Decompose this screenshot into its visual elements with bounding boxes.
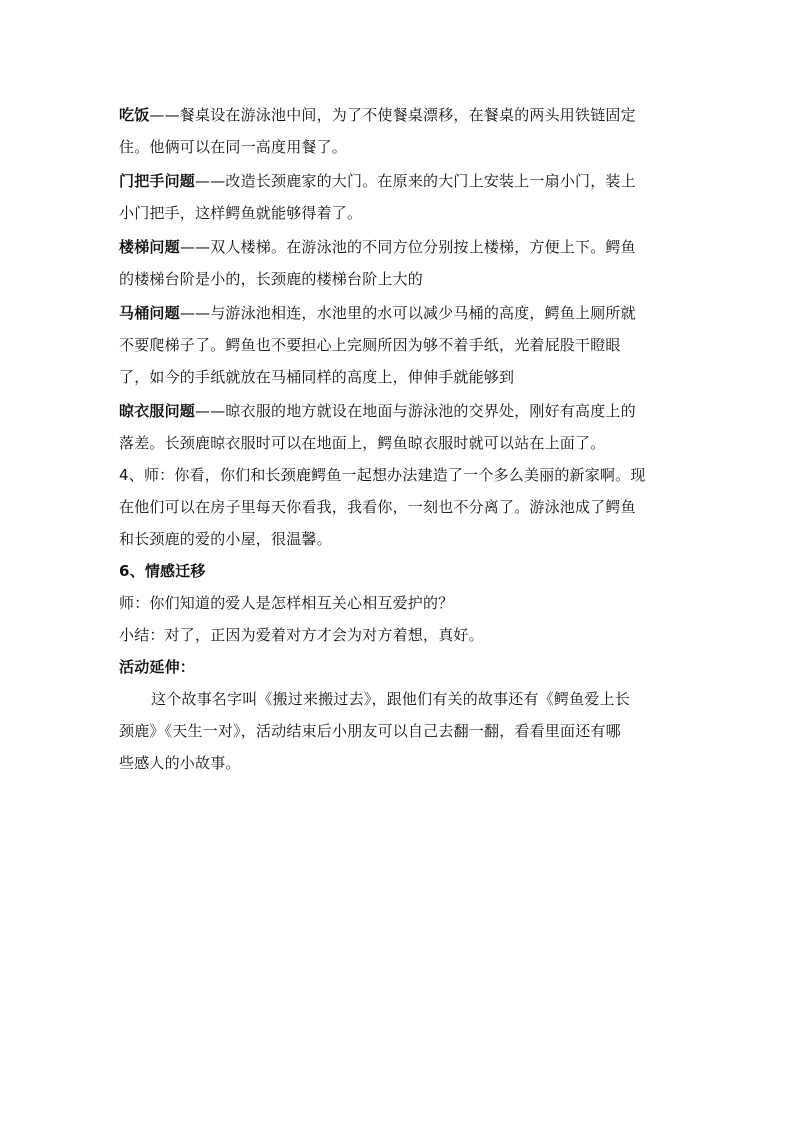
paragraph-line: 这个故事名字叫《搬过来搬过去》，跟他们有关的故事还有《鳄鱼爱上长	[151, 690, 630, 708]
section-heading: 6、情感迁移	[119, 562, 206, 580]
paragraph-line	[119, 392, 679, 426]
teacher-question: 师：你们知道的爱人是怎样相互关心相互爱护的？	[119, 594, 454, 612]
summary-text: 小结：对了，正因为爱着对方才会为对方着想，真好。	[119, 626, 484, 644]
extension-paragraph	[119, 682, 679, 778]
paragraph-text: ——与游泳池相连，水池里的水可以减少马桶的高度，鳄鱼上厕所就	[179, 304, 636, 322]
document-body	[119, 98, 679, 778]
paragraph-teacher-summary	[119, 458, 679, 554]
paragraph-bold-lead: 门把手问题	[119, 172, 196, 190]
paragraph-text: ——改造长颈鹿家的大门。在原来的大门上安装上一扇小门，装上	[195, 172, 636, 190]
paragraph-bold-lead: 楼梯问题	[119, 238, 180, 256]
paragraph-line	[119, 294, 679, 328]
paragraph-text: ——晾衣服的地方就设在地面与游泳池的交界处，刚好有高度上的	[195, 402, 636, 420]
paragraph-line	[119, 162, 679, 196]
paragraph-text: ——餐桌设在游泳池中间，为了不使餐桌漂移，在餐桌的两头用铁链固定	[149, 106, 636, 124]
paragraph-line: 和长颈鹿的爱的小屋，很温馨。	[119, 530, 332, 548]
paragraph-line: 在他们可以在房子里每天你看我，我看你，一刻也不分离了。游泳池成了鳄鱼	[119, 498, 636, 516]
paragraph-line: 的楼梯台阶是小的，长颈鹿的楼梯台阶上大的	[119, 270, 424, 288]
paragraph-bold-lead: 马桶问题	[119, 304, 180, 322]
paragraph-line: 了，如今的手纸就放在马桶同样的高度上，伸伸手就能够到	[119, 368, 515, 386]
paragraph-door-handle	[119, 162, 679, 228]
paragraph-eating	[119, 98, 679, 162]
paragraph-line: 些感人的小故事。	[119, 754, 241, 772]
paragraph-bold-lead: 吃饭	[119, 106, 150, 124]
paragraph-line: 住。他俩可以在同一高度用餐了。	[119, 138, 348, 156]
paragraph-line: 小门把手，这样鳄鱼就能够得着了。	[119, 204, 363, 222]
paragraph-line: 不要爬梯子了。鳄鱼也不要担心上完厕所因为够不着手纸，光着屁股干瞪眼	[119, 336, 621, 354]
extension-heading: 活动延伸：	[119, 658, 196, 676]
paragraph-line	[119, 98, 679, 130]
paragraph-line	[119, 228, 679, 262]
paragraph-bold-lead: 晾衣服问题	[119, 402, 196, 420]
paragraph-line: 落差。长颈鹿晾衣服时可以在地面上，鳄鱼晾衣服时就可以站在上面了。	[119, 434, 606, 452]
paragraph-text: ——双人楼梯。在游泳池的不同方位分别按上楼梯，方便上下。鳄鱼	[179, 238, 636, 256]
paragraph-stairs	[119, 228, 679, 294]
paragraph-toilet	[119, 294, 679, 392]
paragraph-laundry	[119, 392, 679, 458]
paragraph-line: 颈鹿》《天生一对》，活动结束后小朋友可以自己去翻一翻，看看里面还有哪	[119, 722, 621, 740]
paragraph-line: 4、师：你看，你们和长颈鹿鳄鱼一起想办法建造了一个多么美丽的新家啊。现	[119, 466, 646, 484]
